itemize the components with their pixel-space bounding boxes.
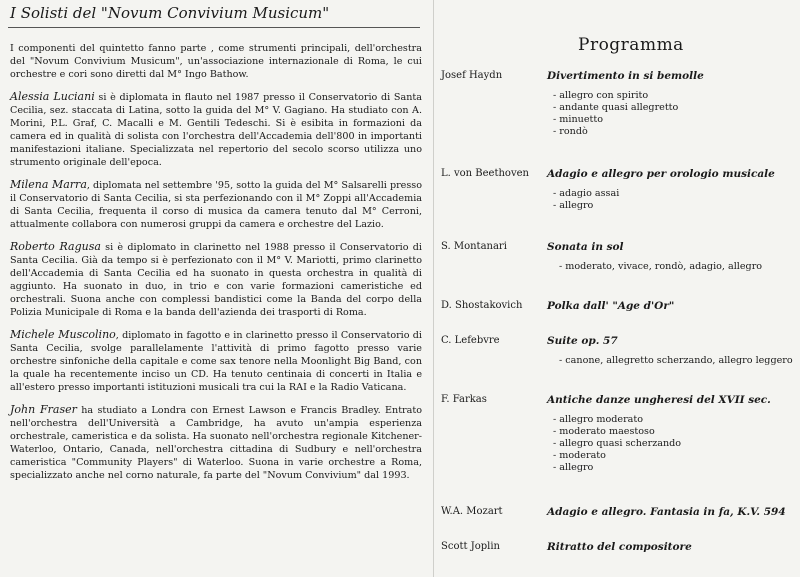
- composer-name: Scott Joplin: [441, 541, 500, 552]
- work-title: Antiche danze ungheresi del XVII sec.: [547, 394, 771, 406]
- intro-paragraph: I componenti del quintetto fanno parte , come strumenti principali, dell'orchestra del "Novum Convivium Musicum", un'associazione internazionale di Roma, le cui orchestre e cori sono diretti dal M° Ingo Bathow.: [10, 43, 422, 80]
- composer-name: W.A. Mozart: [441, 506, 503, 517]
- movement-item: - allegro: [553, 462, 594, 473]
- movement-item: - moderato, vivace, rondò, adagio, allegro: [559, 261, 763, 272]
- work-title: Sonata in sol: [547, 241, 624, 253]
- bio-name: Michele Muscolino: [10, 328, 116, 341]
- composer-name: F. Farkas: [441, 394, 487, 405]
- movement-list: [559, 355, 793, 367]
- movement-item: - andante quasi allegretto: [553, 102, 679, 113]
- program-heading: Programma: [578, 35, 684, 55]
- movement-item: - minuetto: [553, 114, 603, 125]
- bio-text: , diplomato in fagotto e in clarinetto presso il Conservatorio di Santa Cecilia, svolge parallelamente l'attività di primo fagotto presso varie orchestre sinfoniche della capitale e come sax tenore nella Moonlight Big Band, con la quale ha recentemente inciso un CD. Ha tenuto centinaia di concerti in Italia e all'estero presso importanti istituzioni musicali tra cui la RAI e la Radio Vaticana.: [10, 330, 422, 393]
- bio-text: si è diplomata in flauto nel 1987 presso il Conservatorio di Santa Cecilia, sez. staccata di Latina, sotto la guida del M° V. Gagiano. Ha studiato con A. Morini, P.L. Graf, C. Macalli e M. Gentili Tedeschi. Si è esibita in formazioni da camera ed in qualità di solista con l'orchestra dell'Accademia dell'800 in importanti manifestazioni italiane. Specializzata nel repertorio del secolo scorso utilizza uno strumento originale dell'epoca.: [10, 92, 422, 168]
- movement-item: - allegro quasi scherzando: [553, 438, 682, 449]
- composer-name: C. Lefebvre: [441, 335, 500, 346]
- bio-name: John Fraser: [10, 403, 77, 416]
- composer-name: D. Shostakovich: [441, 300, 523, 311]
- composer-name: Josef Haydn: [441, 70, 503, 81]
- movement-item: - moderato: [553, 450, 606, 461]
- movement-list: [553, 90, 678, 138]
- work-title: Adagio e allegro per orologio musicale: [547, 168, 775, 180]
- work-title: Divertimento in si bemolle: [547, 70, 704, 82]
- bio-paragraph: [10, 328, 422, 394]
- bio-text: ha studiato a Londra con Ernest Lawson e Francis Bradley. Entrato nell'orchestra dell'Università a Cambridge, ha avuto un'ampia esperienza orchestrale, cameristica e da solista. Ha suonato nell'orchestra regionale Kitchener-Waterloo, Ontario, Canada, nell'orchestra cittadina di Sudbury e nell'orchestra cameristica "Community Players" di Waterloo. Suona in varie orchestre a Roma, specializzato anche nel corno naturale, fa parte del "Novum Convivium" dal 1993.: [10, 405, 422, 481]
- soloists-column: [8, 0, 430, 577]
- soloists-heading: I Solisti del "Novum Convivium Musicum": [8, 4, 420, 28]
- work-title: Ritratto del compositore: [547, 541, 692, 553]
- composer-name: L. von Beethoven: [441, 168, 529, 179]
- work-title: Suite op. 57: [547, 335, 618, 347]
- movement-item: - adagio assai: [553, 188, 620, 199]
- composer-name: S. Montanari: [441, 241, 507, 252]
- column-divider: [433, 0, 434, 577]
- bio-paragraph: [10, 403, 422, 482]
- movement-item: - allegro con spirito: [553, 90, 649, 101]
- movement-item: - allegro: [553, 200, 594, 211]
- bio-name: Milena Marra: [10, 178, 87, 191]
- movement-list: [559, 261, 762, 273]
- movement-list: [553, 188, 619, 212]
- soloists-body: [10, 42, 422, 491]
- bio-name: Alessia Luciani: [10, 90, 95, 103]
- bio-paragraph: [10, 240, 422, 319]
- movement-item: - rondò: [553, 126, 588, 137]
- bio-paragraph: [10, 90, 422, 169]
- movement-item: - allegro moderato: [553, 414, 644, 425]
- work-title: Adagio e allegro. Fantasia in fa, K.V. 594: [547, 506, 786, 518]
- bio-text: si è diplomato in clarinetto nel 1988 presso il Conservatorio di Santa Cecilia. Già da tempo si è perfezionato con il M° V. Mariotti, primo clarinetto dell'Accademia di Santa Cecilia ed ha suonato in questa orchestra in qualità di aggiunto. Ha suonato in duo, in trio e con varie formazioni cameristiche ed orchestrali. Suona anche con complessi bandistici come la Banda del corpo della Polizia Municipale di Roma e la banda dell'azienda dei trasporti di Roma.: [10, 242, 422, 318]
- movement-item: - canone, allegretto scherzando, allegro leggero: [559, 355, 793, 366]
- bio-name: Roberto Ragusa: [10, 240, 101, 253]
- movement-item: - moderato maestoso: [553, 426, 655, 437]
- work-title: Polka dall' "Age d'Or": [547, 300, 675, 312]
- movement-list: [553, 414, 681, 474]
- bio-text: , diplomata nel settembre '95, sotto la guida del M° Salsarelli presso il Conservatorio di Santa Cecilia, si sta perfezionando con il M° Zoppi all'Accademia di Santa Cecilia, frequenta il corso di musica da camera tenuto dal M° Cerroni, attualmente collabora con numerosi gruppi da camera e orchestre del Lazio.: [10, 180, 422, 230]
- bio-paragraph: [10, 178, 422, 231]
